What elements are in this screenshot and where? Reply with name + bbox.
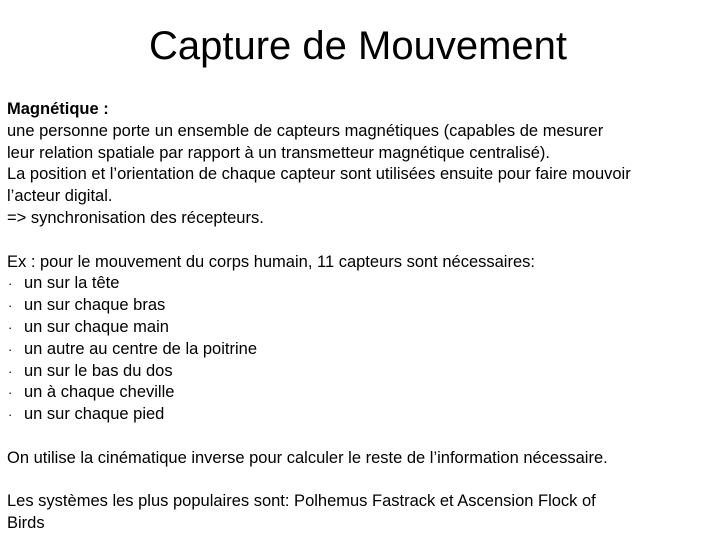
intro-line: => synchronisation des récepteurs. (7, 208, 264, 227)
intro-line: leur relation spatiale par rapport à un transmetteur magnétique centralisé). (7, 143, 550, 162)
paragraph-spacer (7, 426, 713, 448)
list-item (7, 295, 713, 317)
list-item (7, 404, 713, 426)
popular-systems-line: Birds (7, 514, 45, 533)
list-item (7, 361, 713, 383)
intro-line: La position et l’orientation de chaque capteur sont utilisées ensuite pour faire mouvoir (7, 165, 631, 184)
list-item-text: un sur chaque bras (24, 296, 166, 315)
list-item (7, 273, 713, 295)
bullet-marker: · (8, 385, 13, 401)
bullet-marker: · (8, 407, 13, 423)
list-item (7, 317, 713, 339)
bullet-marker: · (8, 319, 13, 335)
intro-line: une personne porte un ensemble de capteurs magnétiques (capables de mesurer (7, 121, 604, 140)
bullet-marker: · (8, 298, 13, 314)
list-item-text: un à chaque cheville (24, 383, 175, 402)
section-heading: Magnétique : (7, 100, 109, 118)
sensor-list (7, 273, 713, 426)
bullet-marker: · (8, 363, 13, 379)
example-intro: Ex : pour le mouvement du corps humain, 11 capteurs sont nécessaires: (7, 252, 535, 271)
paragraph-spacer (7, 230, 713, 252)
inverse-kinematics-note: On utilise la cinématique inverse pour calculer le reste de l’information nécessaire. (7, 448, 608, 467)
list-item-text: un sur chaque main (24, 317, 169, 336)
slide-body (7, 99, 713, 535)
bullet-marker: · (8, 276, 13, 292)
popular-systems-line: Les systèmes les plus populaires sont: Polhemus Fastrack et Ascension Flock of (7, 492, 596, 511)
list-item (7, 382, 713, 404)
paragraph-spacer (7, 470, 713, 492)
list-item-text: un autre au centre de la poitrine (24, 339, 257, 358)
list-item-text: un sur chaque pied (24, 405, 165, 424)
list-item (7, 339, 713, 361)
list-item-text: un sur le bas du dos (24, 361, 173, 380)
slide-title: Capture de Mouvement (148, 24, 567, 68)
bullet-marker: · (8, 341, 13, 357)
list-item-text: un sur la tête (24, 274, 120, 293)
intro-line: l’acteur digital. (7, 187, 113, 206)
